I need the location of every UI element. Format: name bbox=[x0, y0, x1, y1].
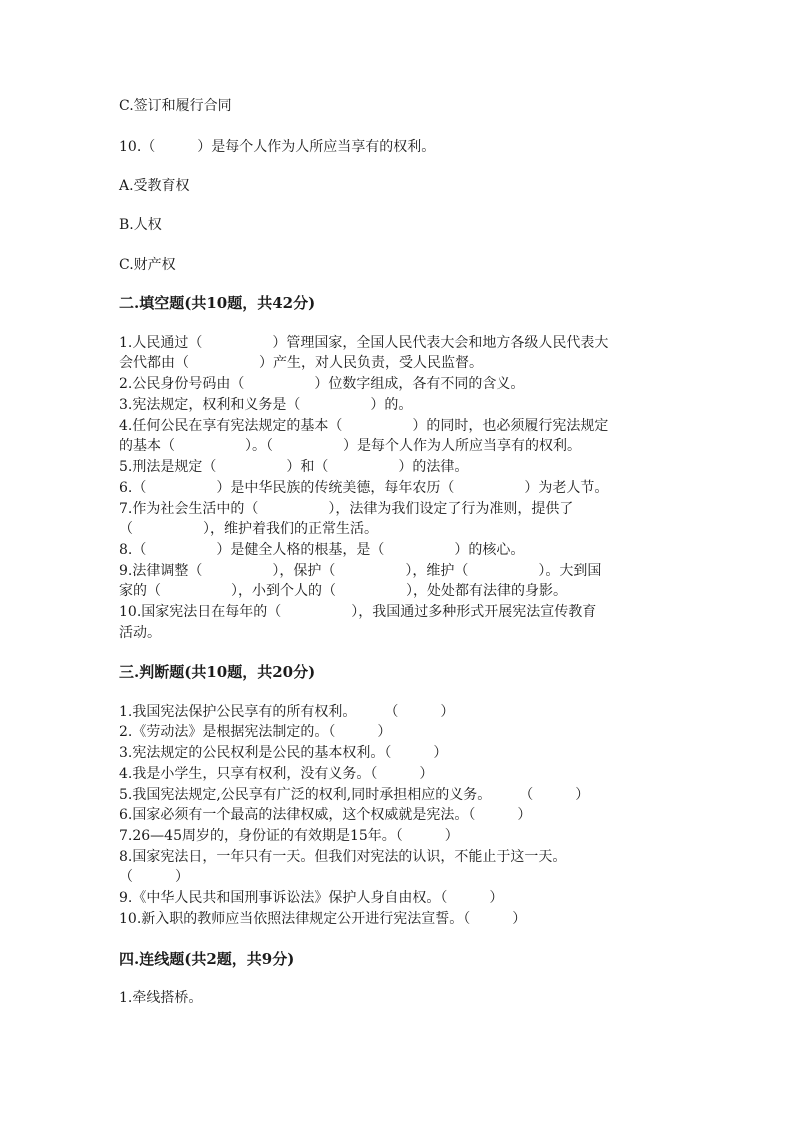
fill-line: 10.国家宪法日在每年的（ ），我国通过多种形式开展宪法宣传教育 bbox=[119, 604, 597, 620]
fill-line: 1.人民通过（ ）管理国家，全国人民代表大会和地方各级人民代表大 bbox=[119, 335, 609, 351]
fill-line: 7.作为社会生活中的（ ），法律为我们设定了行为准则，提供了 bbox=[119, 501, 574, 517]
judge-line: 7.26—45周岁的，身份证的有效期是15年。（ ） bbox=[119, 828, 459, 844]
fill-line: 5.刑法是规定（ ）和（ ）的法律。 bbox=[119, 459, 469, 475]
judge-line: 8.国家宪法日，一年只有一天。但我们对宪法的认识，不能止于这一天。 bbox=[119, 849, 567, 865]
fill-line: （ ），维护着我们的正常生活。 bbox=[119, 521, 378, 537]
fill-line: 8.（ ）是健全人格的根基，是（ ）的核心。 bbox=[119, 542, 525, 558]
judge-line: 2.《劳动法》是根据宪法制定的。（ ） bbox=[119, 724, 392, 740]
section-matching-title: 四.连线题(共2题，共9分) bbox=[119, 950, 295, 968]
judge-line: 5.我国宪法规定,公民享有广泛的权利,同时承担相应的义务。 （ ） bbox=[119, 787, 590, 803]
judge-line: （ ） bbox=[119, 869, 189, 885]
judge-line: 3.宪法规定的公民权利是公民的基本权利。（ ） bbox=[119, 745, 448, 761]
fill-line: 9.法律调整（ ），保护（ ），维护（ ）。大到国 bbox=[119, 563, 602, 579]
fill-line: 4.任何公民在享有宪法规定的基本（ ）的同时，也必须履行宪法规定 bbox=[119, 418, 609, 434]
judge-line: 1.我国宪法保护公民享有的所有权利。 （ ） bbox=[119, 704, 455, 720]
matching-line: 1.牵线搭桥。 bbox=[119, 990, 203, 1006]
fill-line: 2.公民身份号码由（ ）位数字组成，各有不同的含义。 bbox=[119, 376, 525, 392]
fill-line: 活动。 bbox=[119, 625, 161, 641]
judge-line: 9.《中华人民共和国刑事诉讼法》保护人身自由权。（ ） bbox=[119, 890, 504, 906]
fill-line: 6.（ ）是中华民族的传统美德，每年农历（ ）为老人节。 bbox=[119, 480, 609, 496]
fill-line: 会代都由（ ）产生，对人民负责，受人民监督。 bbox=[119, 355, 483, 371]
section-fill-blank-title: 二.填空题(共10题，共42分) bbox=[119, 294, 316, 312]
q10-option-a: A.受教育权 bbox=[119, 178, 190, 194]
judge-line: 10.新入职的教师应当依照法律规定公开进行宪法宣誓。（ ） bbox=[119, 911, 527, 927]
fill-line: 的基本（ ）。（ ）是每个人作为人所应当享有的权利。 bbox=[119, 438, 581, 454]
judge-line: 4.我是小学生，只享有权利，没有义务。（ ） bbox=[119, 766, 434, 782]
fill-line: 3.宪法规定，权利和义务是（ ）的。 bbox=[119, 397, 413, 413]
q10-stem: 10.（ ）是每个人作为人所应当享有的权利。 bbox=[119, 139, 436, 155]
fill-line: 家的（ ），小到个人的（ ），处处都有法律的身影。 bbox=[119, 583, 567, 599]
section-true-false-title: 三.判断题(共10题，共20分) bbox=[119, 663, 316, 681]
q10-option-b: B.人权 bbox=[119, 217, 162, 233]
judge-line: 6.国家必须有一个最高的法律权威，这个权威就是宪法。（ ） bbox=[119, 807, 532, 823]
q10-option-c: C.财产权 bbox=[119, 257, 176, 273]
q9-option-c: C.签订和履行合同 bbox=[119, 98, 232, 114]
